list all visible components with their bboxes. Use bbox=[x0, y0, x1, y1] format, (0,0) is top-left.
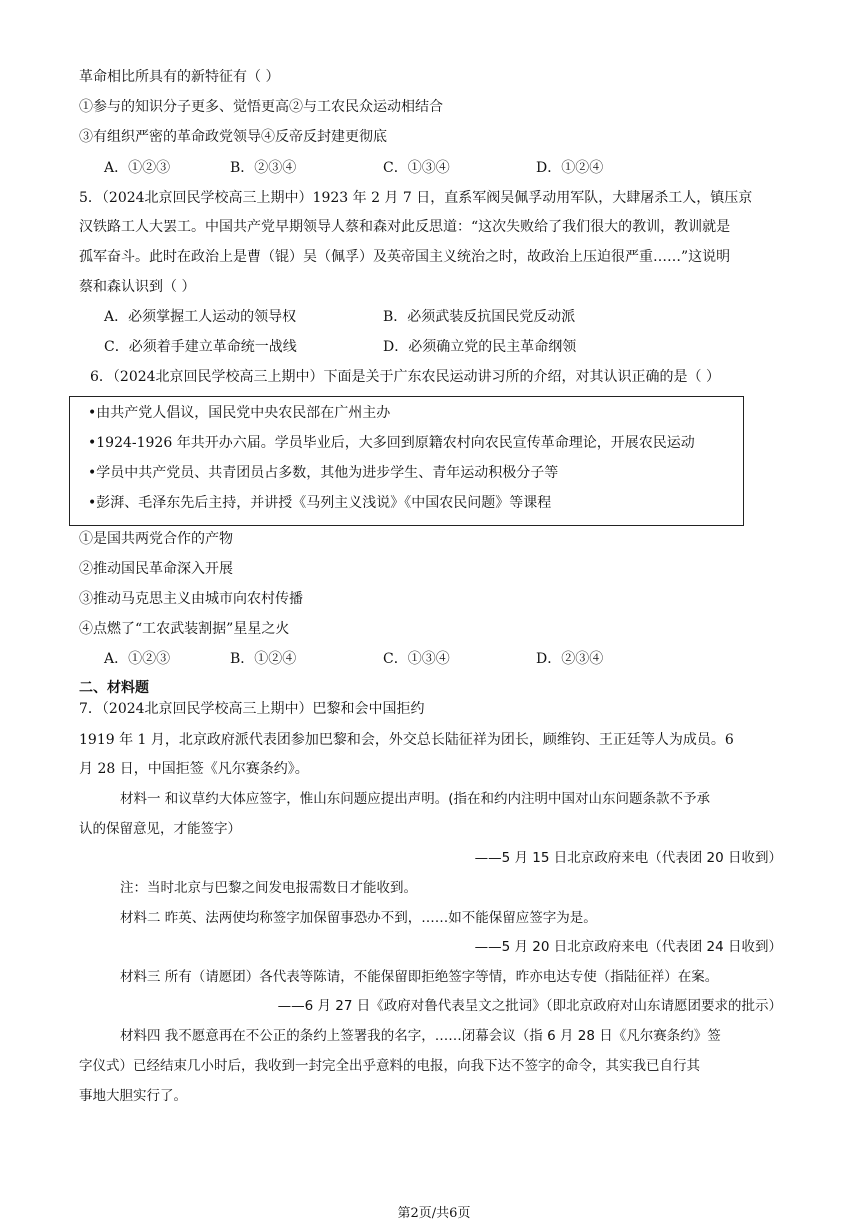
material-4-line-1: 材料四 我不愿意再在不公正的条约上签署我的名字，……闭幕会议（指 6 月 28 日《凡尔赛条约》签 bbox=[120, 1028, 721, 1044]
q6-box-item: •彭湃、毛泽东先后主持，并讲授《马列主义浅说》《中国农民问题》等课程 bbox=[88, 495, 552, 511]
q6-option-b: B．①②④ bbox=[230, 651, 297, 667]
material-4-line-3: 事地大胆实行了。 bbox=[79, 1088, 187, 1104]
q4-option-c: C．①③④ bbox=[383, 160, 450, 176]
q5-line-1: 5．（2024北京回民学校高三上期中）1923 年 2 月 7 日，直系军阀吴佩孚动用军队，大肆屠杀工人，镇压京 bbox=[79, 190, 753, 206]
q4-option-d: D．①②④ bbox=[536, 160, 604, 176]
q6-stem: 6．（2024北京回民学校高三上期中）下面是关于广东农民运动讲习所的介绍，对其认识正确的是（ ） bbox=[90, 369, 720, 385]
material-3: 材料三 所有（请愿团）各代表等陈请，不能保留即拒绝签字等情，昨亦电达专使（指陆征祥）在案。 bbox=[120, 969, 719, 985]
q7-intro-1: 1919 年 1 月，北京政府派代表团参加巴黎和会，外交总长陆征祥为团长，顾维钧、王正廷等人为成员。6 bbox=[79, 732, 734, 748]
section-heading: 二、材料题 bbox=[79, 680, 149, 696]
q6-statement-2: ②推动国民革命深入开展 bbox=[79, 561, 233, 577]
q5-option-d: D．必须确立党的民主革命纲领 bbox=[383, 339, 577, 355]
q6-statement-3: ③推动马克思主义由城市向农村传播 bbox=[79, 591, 303, 607]
q4-statement-1: ①参与的知识分子更多、觉悟更高②与工农民众运动相结合 bbox=[79, 99, 443, 115]
material-3-source: ——6 月 27 日《政府对鲁代表呈文之批词》（即北京政府对山东请愿团要求的批示） bbox=[277, 998, 782, 1014]
material-1-line-2: 认的保留意见，才能签字） bbox=[79, 821, 241, 837]
q6-statement-1: ①是国共两党合作的产物 bbox=[79, 531, 233, 547]
q6-option-c: C．①③④ bbox=[383, 651, 450, 667]
q5-option-b: B．必须武装反抗国民党反动派 bbox=[383, 309, 576, 325]
q7-title: 7．（2024北京回民学校高三上期中）巴黎和会中国拒约 bbox=[79, 701, 425, 717]
q5-line-2: 汉铁路工人大罢工。中国共产党早期领导人蔡和森对此反思道：“这次失败给了我们很大的教训，教训就是 bbox=[79, 219, 731, 235]
q6-box-item: •学员中共产党员、共青团员占多数，其他为进步学生、青年运动积极分子等 bbox=[88, 465, 559, 481]
q4-stem-tail: 革命相比所具有的新特征有（ ） bbox=[79, 69, 280, 85]
material-2: 材料二 昨英、法两使均称签字加保留事恐办不到，……如不能保留应签字为是。 bbox=[120, 910, 597, 926]
q5-line-4: 蔡和森认识到（ ） bbox=[79, 279, 196, 295]
q4-statement-2: ③有组织严密的革命政党领导④反帝反封建更彻底 bbox=[79, 129, 387, 145]
q5-option-c: C．必须着手建立革命统一战线 bbox=[104, 339, 297, 355]
material-4-line-2: 字仪式）已经结束几小时后，我收到一封完全出乎意料的电报，向我下达不签字的命令，其实我已自行其 bbox=[79, 1058, 700, 1074]
material-2-source: ——5 月 20 日北京政府来电（代表团 24 日收到） bbox=[474, 939, 782, 955]
q4-option-a: A．①②③ bbox=[104, 160, 171, 176]
q6-option-d: D．②③④ bbox=[536, 651, 604, 667]
page-footer: 第2页/共6页 bbox=[397, 1206, 471, 1221]
q7-intro-2: 月 28 日，中国拒签《凡尔赛条约》。 bbox=[79, 761, 309, 777]
q6-info-box bbox=[69, 396, 744, 526]
q4-option-b: B．②③④ bbox=[230, 160, 297, 176]
material-1-line-1: 材料一 和议草约大体应签字，惟山东问题应提出声明。(指在和约内注明中国对山东问题条款不予承 bbox=[120, 791, 711, 807]
q6-statement-4: ④点燃了“工农武装割据”星星之火 bbox=[79, 621, 290, 637]
q6-box-item: •1924-1926 年共开办六届。学员毕业后，大多回到原籍农村向农民宣传革命理论，开展农民运动 bbox=[88, 435, 695, 451]
q6-box-item: •由共产党人倡议，国民党中央农民部在广州主办 bbox=[88, 405, 391, 421]
q5-line-3: 孤军奋斗。此时在政治上是曹（锟）吴（佩孚）及英帝国主义统治之时，故政治上压迫很严重……”这说明 bbox=[79, 249, 731, 265]
q5-option-a: A．必须掌握工人运动的领导权 bbox=[104, 309, 297, 325]
material-note: 注：当时北京与巴黎之间发电报需数日才能收到。 bbox=[120, 880, 417, 896]
q6-option-a: A．①②③ bbox=[104, 651, 171, 667]
material-1-source: ——5 月 15 日北京政府来电（代表团 20 日收到） bbox=[474, 850, 782, 866]
